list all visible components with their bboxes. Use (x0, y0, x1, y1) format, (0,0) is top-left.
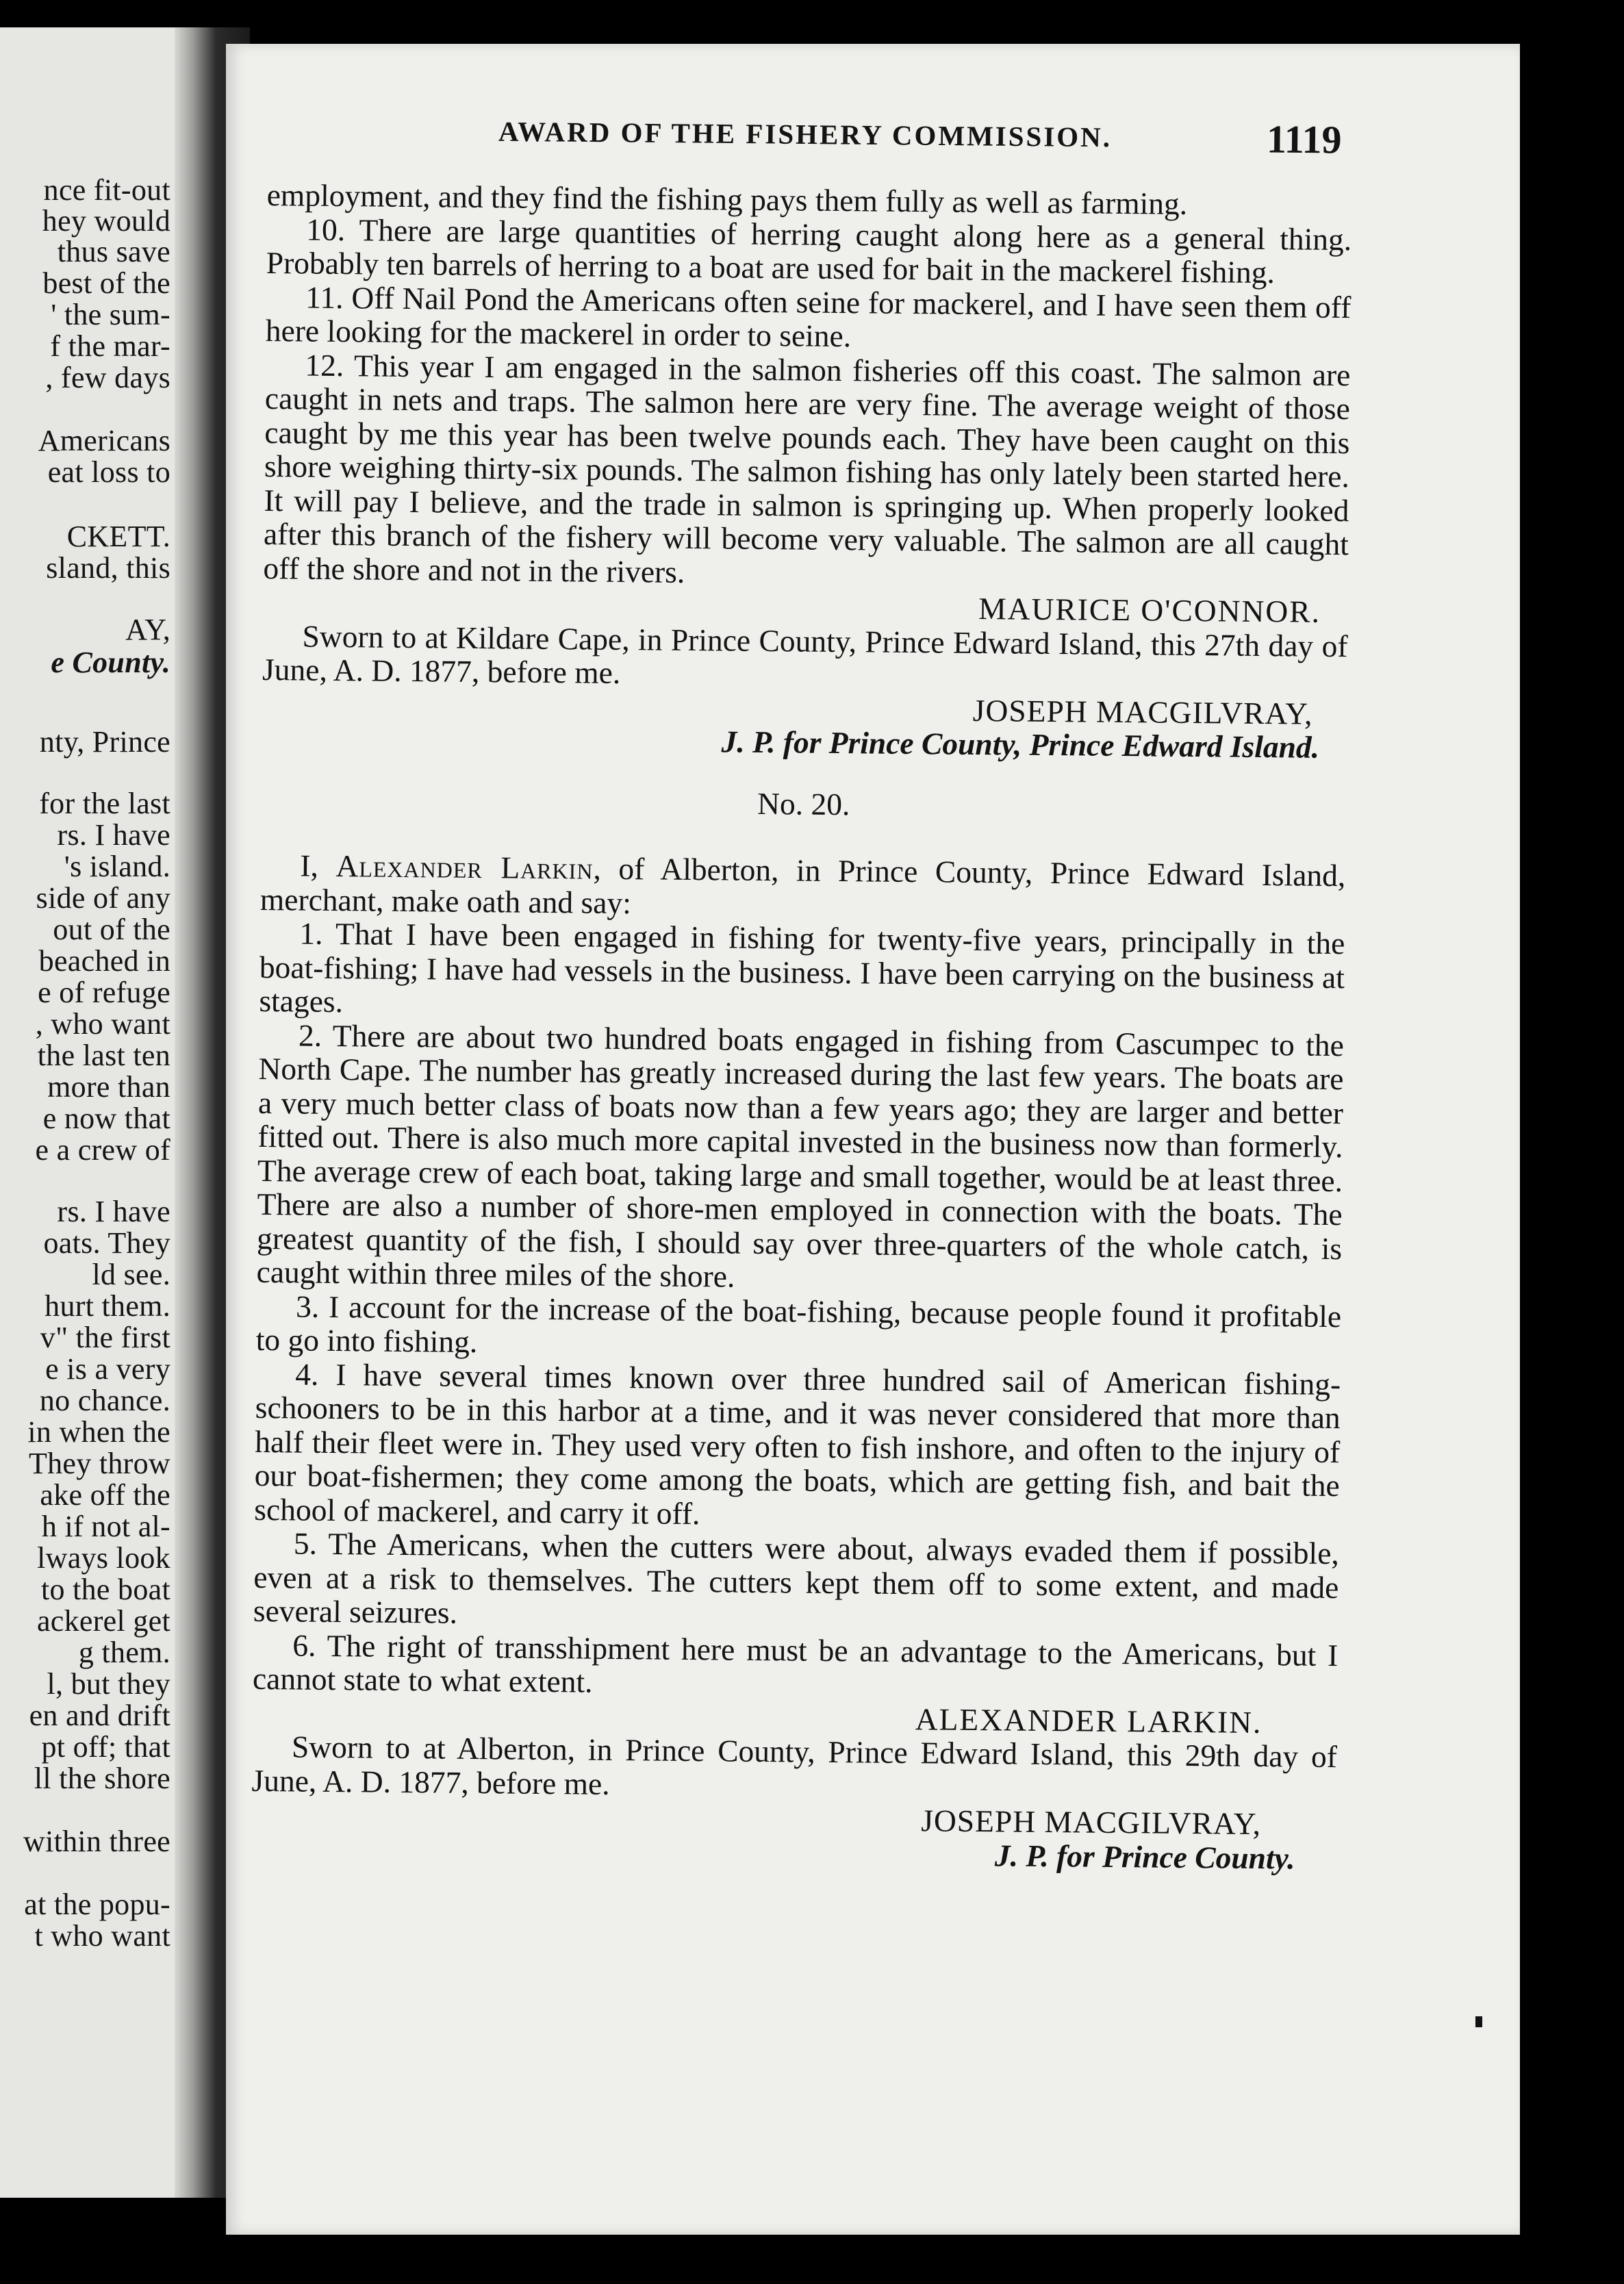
paragraph-4: 4. I have several times known over three hundred sail of American fishing-schooners to be in this harbor at a time, and it was never considered that more than half their fleet were in. They used very often to fish inshore, and often to the injury of our boat-fishermen; they come among the boats, which are getting fish, and bait the school of mackerel, and carry it off. (254, 1356, 1341, 1531)
justice-title-2: J. P. for Prince County. (994, 1837, 1295, 1876)
page-number: 1119 (1266, 116, 1342, 162)
left-page-line: CKETT. (66, 520, 170, 553)
left-page-line: no chance. (39, 1384, 170, 1417)
left-page-line: e now that (42, 1102, 170, 1135)
left-page-line: nty, Prince (39, 725, 170, 759)
left-page-line: ' the sum- (51, 298, 170, 331)
left-page-line: , who want (35, 1007, 170, 1041)
left-page-line: sland, this (46, 551, 170, 585)
left-page-line: e a crew of (35, 1133, 170, 1167)
sworn-statement-2: Sworn to at Alberton, in Prince County, Prince Edward Island, this 29th day of June, A. D. 1877, before me. (251, 1729, 1338, 1801)
paragraph-6: 6. The right of transshipment here must be an advantage to the Americans, but I cannot state to what extent. (252, 1627, 1338, 1699)
left-page-line: lways look (37, 1541, 170, 1575)
left-page-line: ld see. (92, 1258, 170, 1291)
left-page-line: for the last (39, 787, 170, 820)
paragraph-3: 3. I account for the increase of the boat-fishing, because people found it profitable to go into fishing. (255, 1288, 1342, 1360)
left-page-line: oats. They (43, 1226, 170, 1260)
paragraph-continued: employment, and they find the fishing pays them fully as well as farming. (266, 177, 1188, 221)
intro-rest: , of Alberton, in Prince County, Prince Edward Island, merchant, make oath and say: (259, 850, 1346, 920)
left-page-line: hurt them. (45, 1289, 170, 1323)
justice-name-2: JOSEPH MACGILVRAY, (921, 1803, 1262, 1842)
paragraph-11: 11. Off Nail Pond the Americans often seine for mackerel, and I have seen them off here looking for the mackerel in order to seine. (265, 279, 1352, 354)
left-page-line: en and drift (29, 1699, 170, 1732)
paragraph-5: 5. The Americans, when the cutters were about, always evaded them if possible, even at a risk to themselves. The cutters kept them off to some extent, and made several seizures. (253, 1525, 1340, 1630)
left-page-line: ackerel get (36, 1604, 170, 1638)
left-page-line: to the boat (40, 1573, 170, 1606)
left-page-line: eat loss to (47, 455, 170, 489)
left-page-line: e is a very (45, 1352, 170, 1386)
left-page-line: f the mar- (50, 329, 170, 363)
left-page-line: ake off the (40, 1478, 170, 1512)
left-page-line: thus save (57, 235, 170, 268)
left-page-line: h if not al- (41, 1510, 170, 1543)
left-page-line: hey would (42, 204, 170, 238)
page-body (251, 178, 1352, 1875)
left-page-line: at the popu- (24, 1888, 170, 1921)
deponent-name: Alexander Larkin (335, 848, 594, 886)
paragraph-2: 2. There are about two hundred boats engaged in fishing from Cascumpec to the North Cape. The number has greatly increased during the last few years. The boats are a very much better class of boats now than a few years ago; they are larger and better fitted out. There is also much more capital invested in the business now than formerly. The average crew of each boat, taking large and small together, would be at least three. There are also a number of shore-men employed in connection with the boats. The greatest quantity of the fish, I should say over three-quarters of the whole catch, is caught within three miles of the shore. (256, 1017, 1345, 1294)
justice-name-1: JOSEPH MACGILVRAY, (972, 692, 1313, 731)
left-page-line: t who want (34, 1919, 170, 1953)
left-page-line: out of the (53, 913, 170, 946)
running-head: AWARD OF THE FISHERY COMMISSION. (498, 115, 1113, 153)
left-page-line: rs. I have (57, 818, 170, 852)
intro-i: I, (300, 848, 336, 884)
affidavit-intro (260, 848, 1346, 926)
left-page-line: nce fit-out (43, 173, 170, 207)
left-page-line: e of refuge (38, 976, 170, 1009)
left-page-line: ll the shore (34, 1762, 170, 1795)
left-page-fragment (0, 27, 195, 2198)
page-edge-mark (1475, 2016, 1482, 2027)
affidavit-number: No. 20. (757, 785, 850, 822)
left-page-line: 's island. (64, 850, 170, 883)
left-page-line: side of any (36, 881, 170, 915)
left-page-line: l, but they (47, 1667, 170, 1701)
left-page-line: rs. I have (57, 1195, 170, 1228)
justice-title-1: J. P. for Prince County, Prince Edward Island. (721, 724, 1320, 765)
left-page-line: best of the (42, 266, 170, 300)
left-page-line: , few days (45, 361, 170, 394)
left-page-line: They throw (28, 1447, 170, 1480)
left-page-line: in when the (27, 1415, 170, 1449)
left-page-line: e County. (51, 646, 170, 679)
paragraph-12: 12. This year I am engaged in the salmon fisheries off this coast. The salmon are caught in nets and traps. The salmon here are very fine. The average weight of those caught by me this year has been twelve pounds each. They have been caught on this shore weighing thirty-six pounds. The salmon fishing has only lately been started here. It will pay I believe, and the trade in salmon is springing up. When properly looked after this branch of the fishery will become very valuable. The salmon are all caught off the shore and not in the rivers. (263, 347, 1351, 589)
signature-maurice-oconnor: MAURICE O'CONNOR. (978, 591, 1321, 629)
left-page-line: beached in (38, 944, 170, 978)
paragraph-10: 10. There are large quantities of herring caught along here as a general thing. Probably ten barrels of herring to a boat are used for bait in the mackerel fishing. (266, 212, 1352, 290)
paragraph-1: 1. That I have been engaged in fishing for twenty-five years, principally in the boat-fishing; I have had vessels in the business. I have been carrying on the business at stages. (259, 915, 1345, 1019)
left-page-line: pt off; that (41, 1730, 170, 1764)
left-page-line: v" the first (40, 1321, 170, 1354)
signature-alexander-larkin: ALEXANDER LARKIN. (915, 1701, 1263, 1740)
left-page-line: g them. (78, 1636, 170, 1669)
left-page-line: more than (47, 1070, 170, 1104)
left-page-line: within three (23, 1825, 170, 1858)
sworn-statement-1: Sworn to at Kildare Cape, in Prince County, Prince Edward Island, this 27th day of June, A. D. 1877, before me. (262, 618, 1348, 690)
left-page-line: AY, (125, 613, 170, 646)
left-page-line: Americans (38, 424, 170, 457)
left-page-line: the last ten (37, 1039, 170, 1072)
